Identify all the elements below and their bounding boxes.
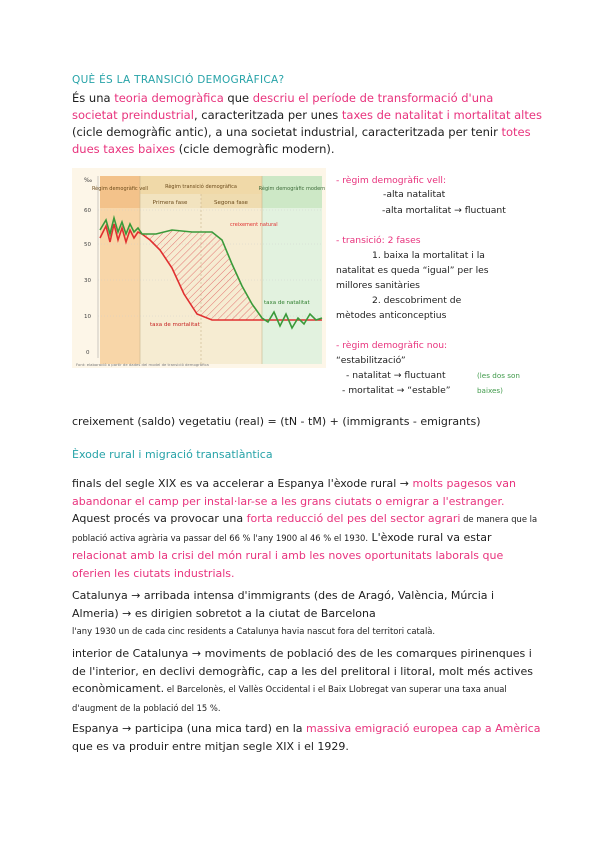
note-tr-1b: natalitat es queda “igual” per les	[336, 265, 489, 276]
header-stage1: Règim demogràfic vell	[91, 186, 149, 192]
note-old-regime: - règim demogràfic vell:	[336, 175, 447, 186]
header-transition: Règim transició demogràfica	[165, 184, 237, 190]
y-tick: 0	[86, 350, 90, 356]
note-tr-1c: millores sanitàries	[336, 280, 420, 291]
label-death-rate: taxa de mortalitat	[150, 322, 200, 328]
figure-caption: Font: elaboració a partir de dades del model de transició demogràfica	[76, 362, 209, 367]
growth-formula: creixement (saldo) vegetatiu (real) = (tN - tM) + (immigrants - emigrants)	[72, 415, 481, 428]
y-tick: 10	[84, 314, 91, 320]
note-new-1: - natalitat → fluctuant	[346, 370, 446, 381]
header-phase1: Primera fase	[152, 200, 188, 206]
y-tick: 30	[84, 278, 91, 284]
section-title: QUÈ ÉS LA TRANSICIÓ DEMOGRÀFICA?	[72, 74, 285, 86]
note-tr-2a: 2. descobriment de	[372, 295, 462, 306]
intro-paragraph: És una teoria demogràfica que descriu el període de transformació d'una societat preindustrial, caracteritzada per unes taxes de natalitat i mortalitat altes (cicle demogràfic antic), a una societat industrial, caracteritzada per tenir totes dues taxes baixes (cicle demogràfic modern).	[72, 91, 542, 156]
y-tick: 60	[84, 208, 91, 214]
note-old-1: -alta natalitat	[383, 189, 446, 200]
paragraph-rural-exodus: finals del segle XIX es va accelerar a Espanya l'èxode rural → molts pagesos van abandonar el camp per instal·lar-se a les grans ciutats o emigrar a l'estranger. Aquest procés va provocar una forta reducció del pes del sector agrari de manera que la població activa agrària va passar del 66 % l'any 1900 al 46 % el 1930. L'èxode rural va estar relacionat amb la crisi del món rural i amb les noves oportunitats laborals que oferien les ciutats industrials.	[72, 477, 538, 580]
note-new-2: - mortalitat → “estable”	[342, 385, 451, 396]
demographic-transition-figure	[72, 168, 326, 368]
note-new-regime: - règim demogràfic nou:	[336, 340, 448, 351]
y-axis-label: ‰	[84, 177, 93, 184]
note-old-2: -alta mortalitat → fluctuant	[382, 205, 506, 216]
header-phase2: Segona fase	[214, 200, 248, 206]
y-tick: 50	[84, 242, 91, 248]
note-stabilization: “estabilització”	[336, 355, 406, 366]
paragraph-spain-emigration: Espanya → participa (una mica tard) en la massiva emigració europea cap a Amèrica que es va produir entre mitjan segle XIX i el 1929.	[72, 722, 541, 753]
note-tr-1a: 1. baixa la mortalitat i la	[372, 250, 485, 261]
paragraph-catalonia: Catalunya → arribada intensa d'immigrants (des de Aragó, València, Múrcia i Almeria) → es dirigien sobretot a la ciutat de Barcelona l'any 1930 un de cada cinc residents a Catalunya havia nascut fora del territori català.	[72, 589, 495, 636]
note-transition: - transició: 2 fases	[336, 235, 421, 246]
label-natural-growth: creixement natural	[230, 222, 278, 228]
note-aside: (les dos son baixes)	[477, 371, 520, 395]
paragraph-interior: interior de Catalunya → moviments de població des de les comarques pirinenques i de l'interior, en declivi demogràfic, cap a les del prelitoral i litoral, molt més actives econòmicament. el Barcelonès, el Vallès Occidental i el Baix Llobregat van superar una taxa anual d'augment de la població del 15 %.	[72, 647, 533, 713]
label-birth-rate: taxa de natalitat	[264, 300, 310, 306]
header-stage3: Règim demogràfic modern	[258, 186, 326, 192]
section2-title: Èxode rural i migració transatlàntica	[72, 448, 273, 461]
note-tr-2b: mètodes anticonceptius	[336, 310, 447, 321]
